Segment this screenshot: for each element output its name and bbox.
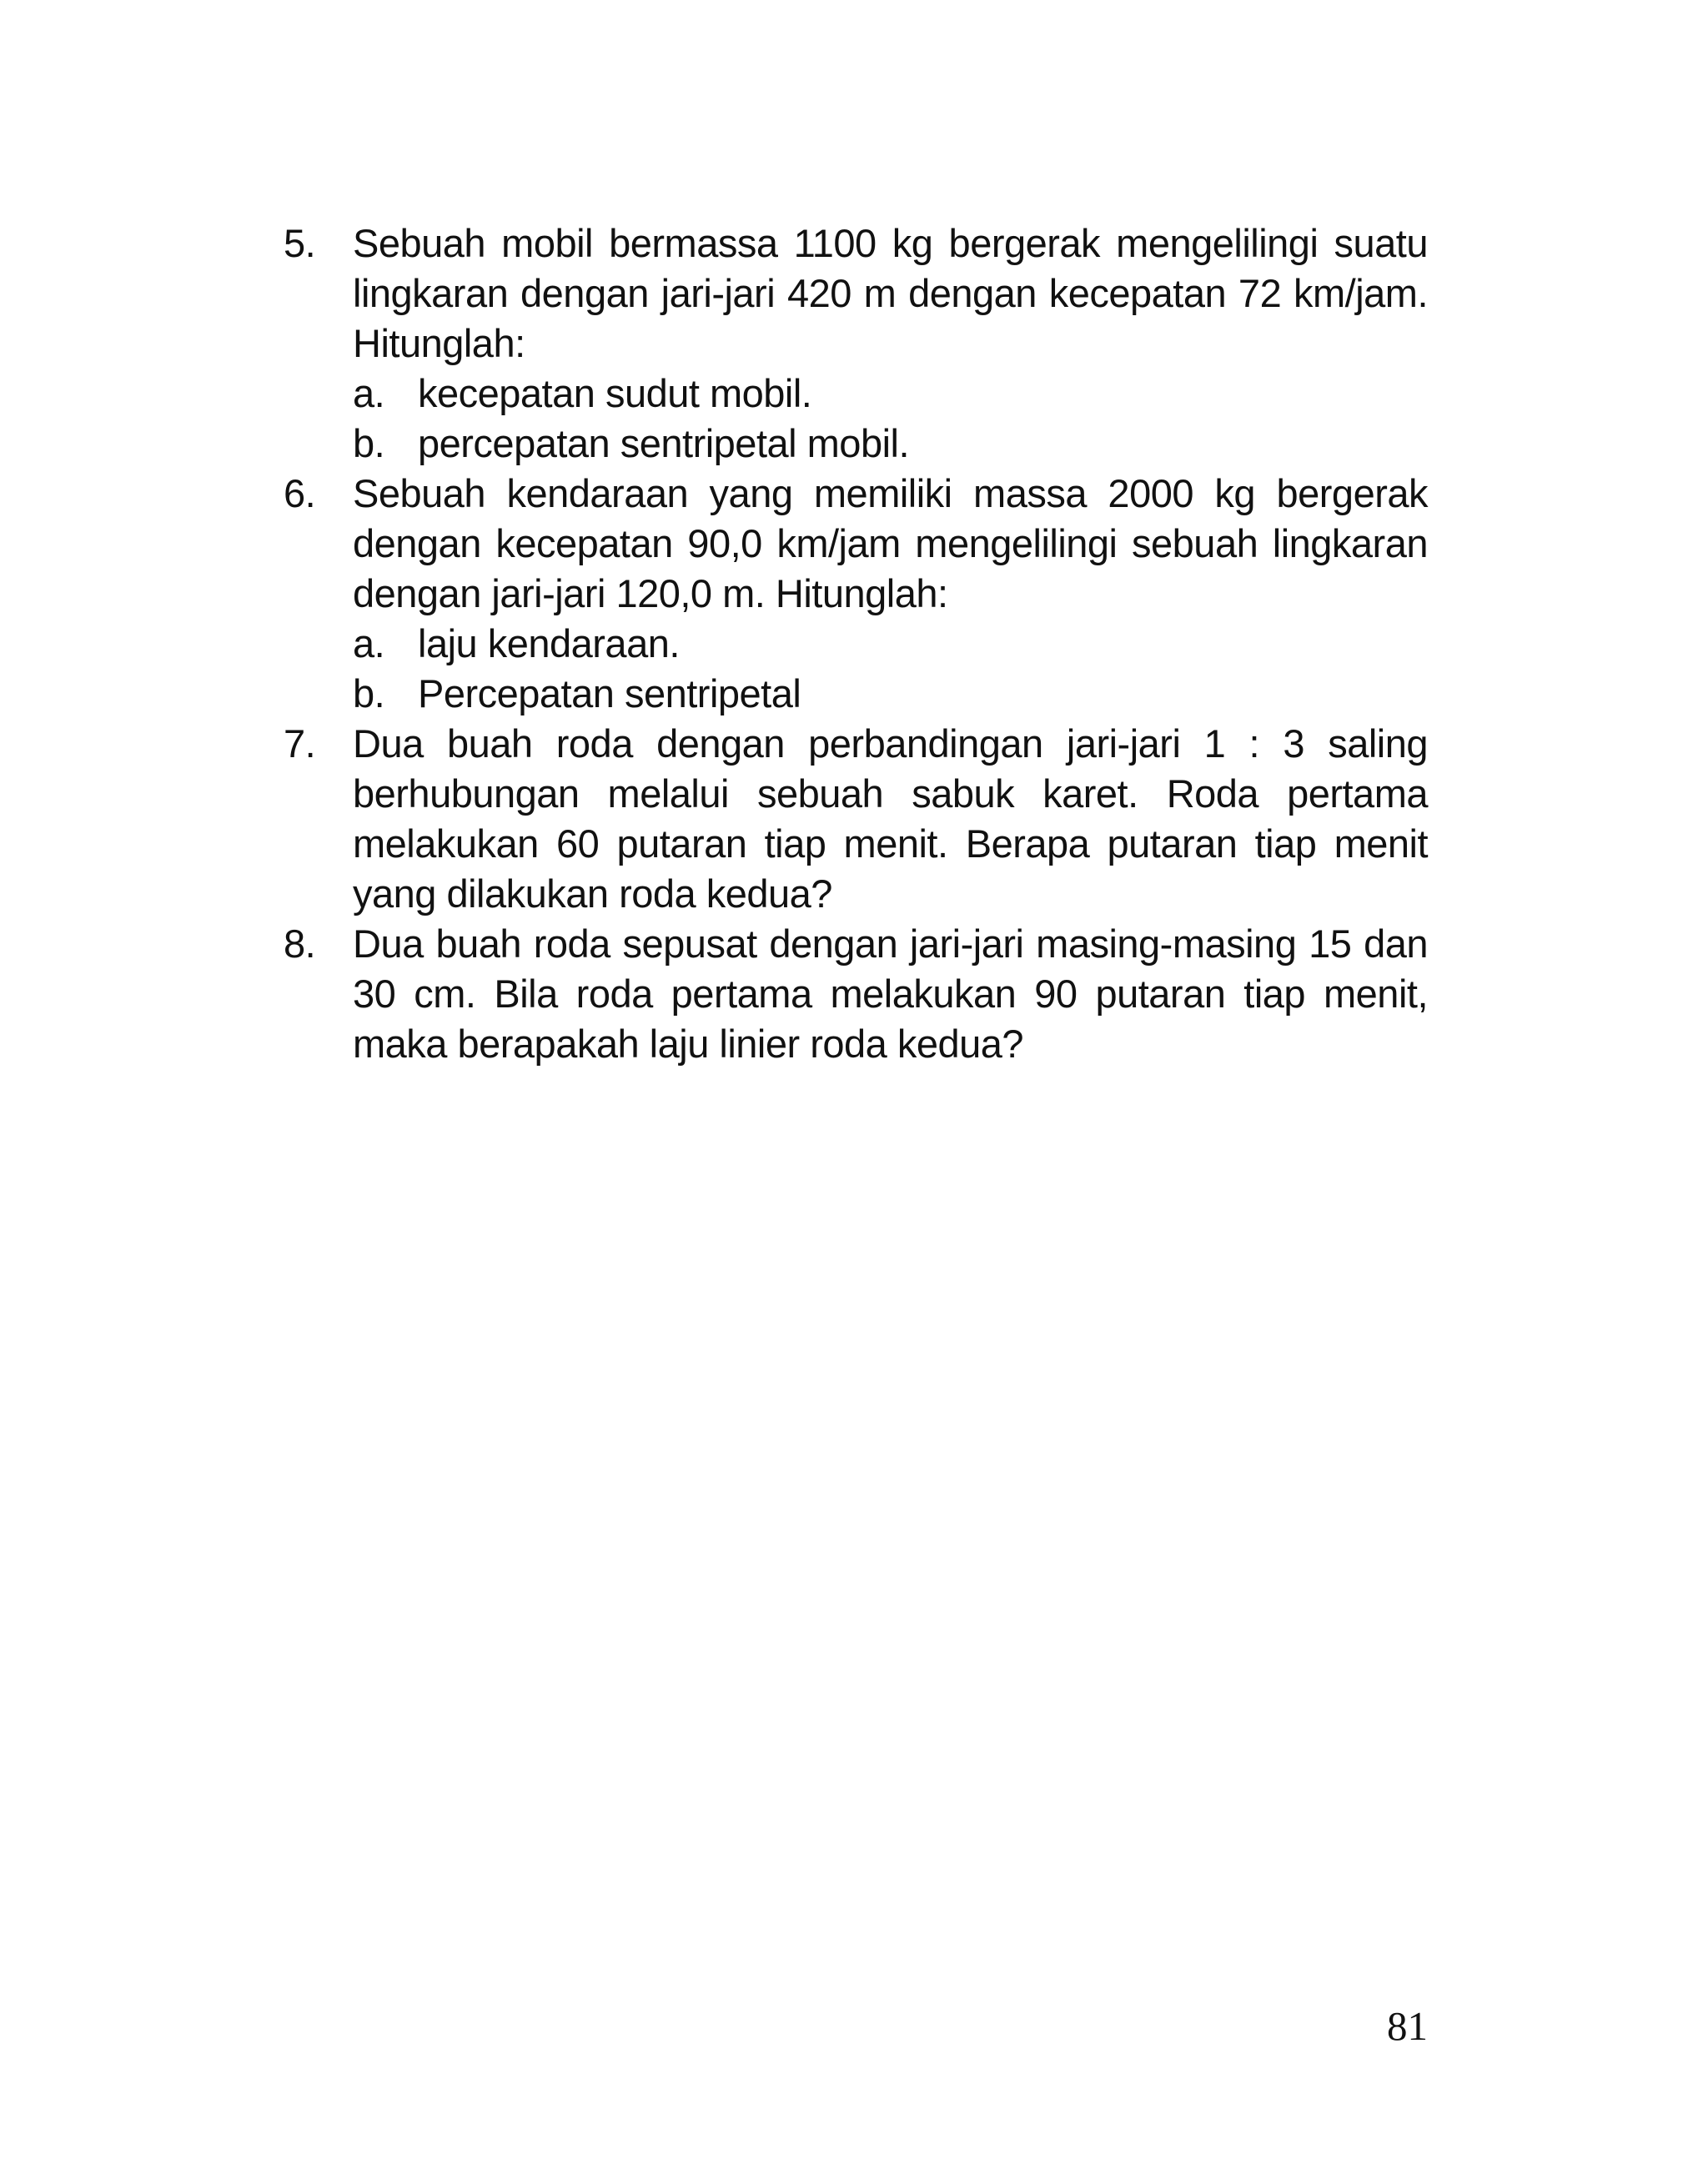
sub-question-list <box>353 369 1428 469</box>
problem-text: Dua buah roda dengan perbandingan jari-jari 1 : 3 saling berhubungan melalui sebuah sabuk karet. Roda pertama melakukan 60 putaran tiap menit. Berapa putaran tiap menit yang dilakukan roda kedua? <box>353 721 1428 916</box>
sub-question <box>353 419 1428 469</box>
problem-8 <box>284 919 1428 1069</box>
problem-text: Sebuah kendaraan yang memiliki massa 2000 kg bergerak dengan kecepatan 90,0 km/jam mengelilingi sebuah lingkaran dengan jari-jari 120,0 m. Hitunglah: <box>353 471 1428 615</box>
sub-question-text: laju kendaraan. <box>418 621 680 665</box>
sub-question-text: Percepatan sentripetal <box>418 671 801 715</box>
sub-question <box>353 369 1428 419</box>
sub-question-list <box>353 619 1428 719</box>
page-number: 81 <box>1387 2003 1428 2049</box>
sub-question-text: percepatan sentripetal mobil. <box>418 421 910 465</box>
sub-question-letter: a. <box>353 371 385 415</box>
problem-7 <box>284 719 1428 919</box>
sub-question-letter: b. <box>353 421 385 465</box>
problem-text: Sebuah mobil bermassa 1100 kg bergerak mengelilingi suatu lingkaran dengan jari-jari 420 m dengan kecepatan 72 km/jam. Hitunglah: <box>353 221 1428 365</box>
problem-number: 7. <box>284 721 316 766</box>
sub-question-letter: b. <box>353 671 385 715</box>
problem-number: 8. <box>284 921 316 966</box>
problem-number: 5. <box>284 221 316 265</box>
sub-question <box>353 619 1428 669</box>
sub-question <box>353 669 1428 719</box>
problem-5 <box>284 218 1428 469</box>
sub-question-letter: a. <box>353 621 385 665</box>
problem-6 <box>284 469 1428 719</box>
problem-number: 6. <box>284 471 316 515</box>
problem-text: Dua buah roda sepusat dengan jari-jari masing-masing 15 dan 30 cm. Bila roda pertama melakukan 90 putaran tiap menit, maka berapakah laju linier roda kedua? <box>353 921 1428 1066</box>
sub-question-text: kecepatan sudut mobil. <box>418 371 812 415</box>
problem-list <box>284 218 1428 1069</box>
